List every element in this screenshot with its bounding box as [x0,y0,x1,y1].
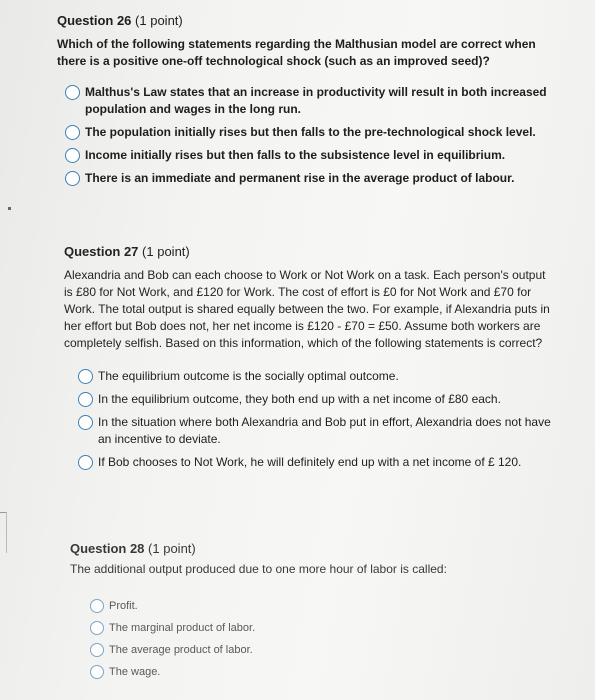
question-27-option-2[interactable] [78,391,554,408]
question-27-option-4[interactable] [78,454,554,471]
radio-button[interactable] [65,148,80,163]
radio-button[interactable] [78,455,93,470]
radio-button[interactable] [90,621,104,635]
radio-button[interactable] [90,599,104,613]
question-26-prompt: Which of the following statements regarding the Malthusian model are correct when there is a positive one-off technological shock (such as an improved seed)? [57,37,536,68]
question-27-option-3[interactable] [78,414,554,448]
question-28-options [90,598,550,681]
option-label: Income initially rises but then falls to the subsistence level in equilibrium. [85,148,506,162]
radio-button[interactable] [78,392,93,407]
question-26-option-2[interactable] [65,124,567,141]
question-28-option-2[interactable] [90,620,550,637]
question-28-option-3[interactable] [90,642,550,659]
question-28-title: Question 28 (1 point) [70,541,196,556]
option-label: There is an immediate and permanent rise in the average product of labour. [85,171,515,185]
radio-button[interactable] [65,125,80,140]
question-27-title: Question 27 (1 point) [64,244,190,259]
radio-button[interactable] [65,85,80,100]
option-label: Malthus's Law states that an increase in productivity will result in both increased population and wages in the long run. [85,85,547,116]
option-label: The equilibrium outcome is the socially optimal outcome. [98,369,399,383]
option-label: In the equilibrium outcome, they both end up with a net income of £80 each. [98,392,501,406]
question-28 [70,540,550,686]
radio-button[interactable] [78,415,93,430]
radio-button[interactable] [65,171,80,186]
question-26-option-1[interactable] [65,84,567,118]
radio-button[interactable] [90,643,104,657]
question-28-option-4[interactable] [90,664,550,681]
question-27 [64,243,554,477]
question-27-options [78,368,554,471]
question-26-option-4[interactable] [65,170,567,187]
option-label: Profit. [109,600,138,612]
question-28-prompt: The additional output produced due to one more hour of labor is called: [70,562,447,576]
question-28-option-1[interactable] [90,598,550,615]
question-26 [57,12,567,193]
edge-mark [8,207,11,210]
option-label: In the situation where both Alexandria and Bob put in effort, Alexandria does not have an incentive to deviate. [98,415,551,446]
option-label: The population initially rises but then falls to the pre-technological shock level. [85,125,536,139]
radio-button[interactable] [90,665,104,679]
question-27-prompt: Alexandria and Bob can each choose to Work or Not Work on a task. Each person's output is £80 for Not Work, and £120 for Work. The cost of effort is £0 for Not Work and £70 for Work. The total output is shared equally between the two. For example, if Alexandria puts in her effort but Bob does not, her net income is £120 - £70 = £50. Assume both workers are completely selfish. Based on this information, which of the following statements is correct? [64,268,550,350]
question-26-title: Question 26 (1 point) [57,13,183,28]
option-label: The average product of labor. [109,644,253,656]
question-27-option-1[interactable] [78,368,554,385]
option-label: The marginal product of labor. [109,622,256,634]
question-26-options [65,84,567,187]
radio-button[interactable] [78,369,93,384]
window-edge [0,512,7,553]
question-26-option-3[interactable] [65,147,567,164]
option-label: The wage. [109,666,161,678]
option-label: If Bob chooses to Not Work, he will definitely end up with a net income of £ 120. [98,455,522,469]
